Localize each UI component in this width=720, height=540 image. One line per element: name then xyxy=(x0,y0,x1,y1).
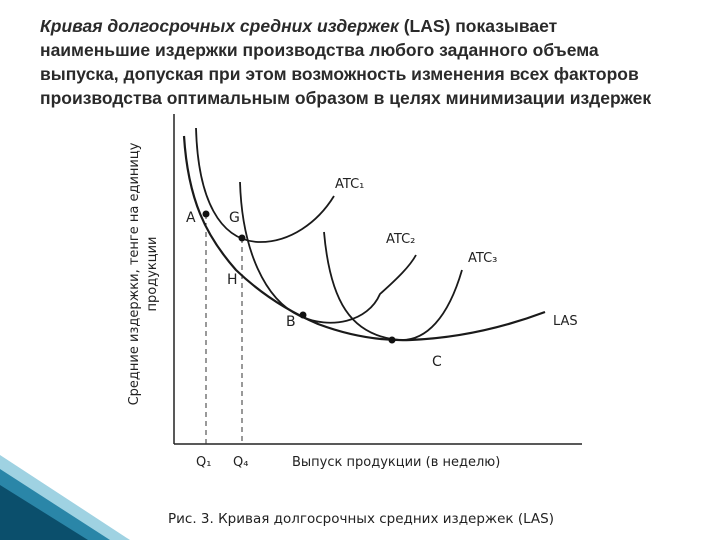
heading-lead: Кривая долгосрочных средних издержек xyxy=(40,16,399,36)
point-g-label: G xyxy=(229,210,240,226)
y-axis-label-1: Средние издержки, тенге на единицу xyxy=(127,142,142,406)
heading-line-3: выпуска, допуская при этом возможность изменения всех факторов xyxy=(40,64,639,84)
x-tick-q1: Q₁ xyxy=(196,455,212,470)
atc3-label: ATC₃ xyxy=(468,251,498,266)
atc1-label: ATC₁ xyxy=(335,177,365,192)
figure-caption: Рис. 3. Кривая долгосрочных средних издержек (LAS) xyxy=(168,511,554,527)
x-axis-label: Выпуск продукции (в неделю) xyxy=(292,455,501,470)
heading-line-4: производства оптимальным образом в целях минимизации издержек xyxy=(40,88,652,108)
atc2-curve xyxy=(240,182,416,323)
point-c-label: C xyxy=(432,354,442,370)
point-b-label: B xyxy=(286,314,296,330)
heading-rest: (LAS) показывает xyxy=(398,16,558,36)
point-a-marker xyxy=(203,211,210,218)
atc2-label: ATC₂ xyxy=(386,232,416,247)
point-h-label: H xyxy=(227,272,238,288)
las-curve xyxy=(184,136,545,340)
point-b-marker xyxy=(300,312,307,319)
atc1-curve xyxy=(196,128,334,242)
y-axis-label-2: продукции xyxy=(145,236,160,312)
x-tick-q4: Q₄ xyxy=(233,455,249,470)
atc3-curve xyxy=(324,232,462,340)
point-c-marker xyxy=(389,337,396,344)
las-label: LAS xyxy=(553,314,578,329)
point-a-label: A xyxy=(186,210,196,226)
point-g-marker xyxy=(239,235,246,242)
heading-line-2: наименьшие издержки производства любого заданного объема xyxy=(40,40,599,60)
corner-decoration xyxy=(0,455,130,540)
